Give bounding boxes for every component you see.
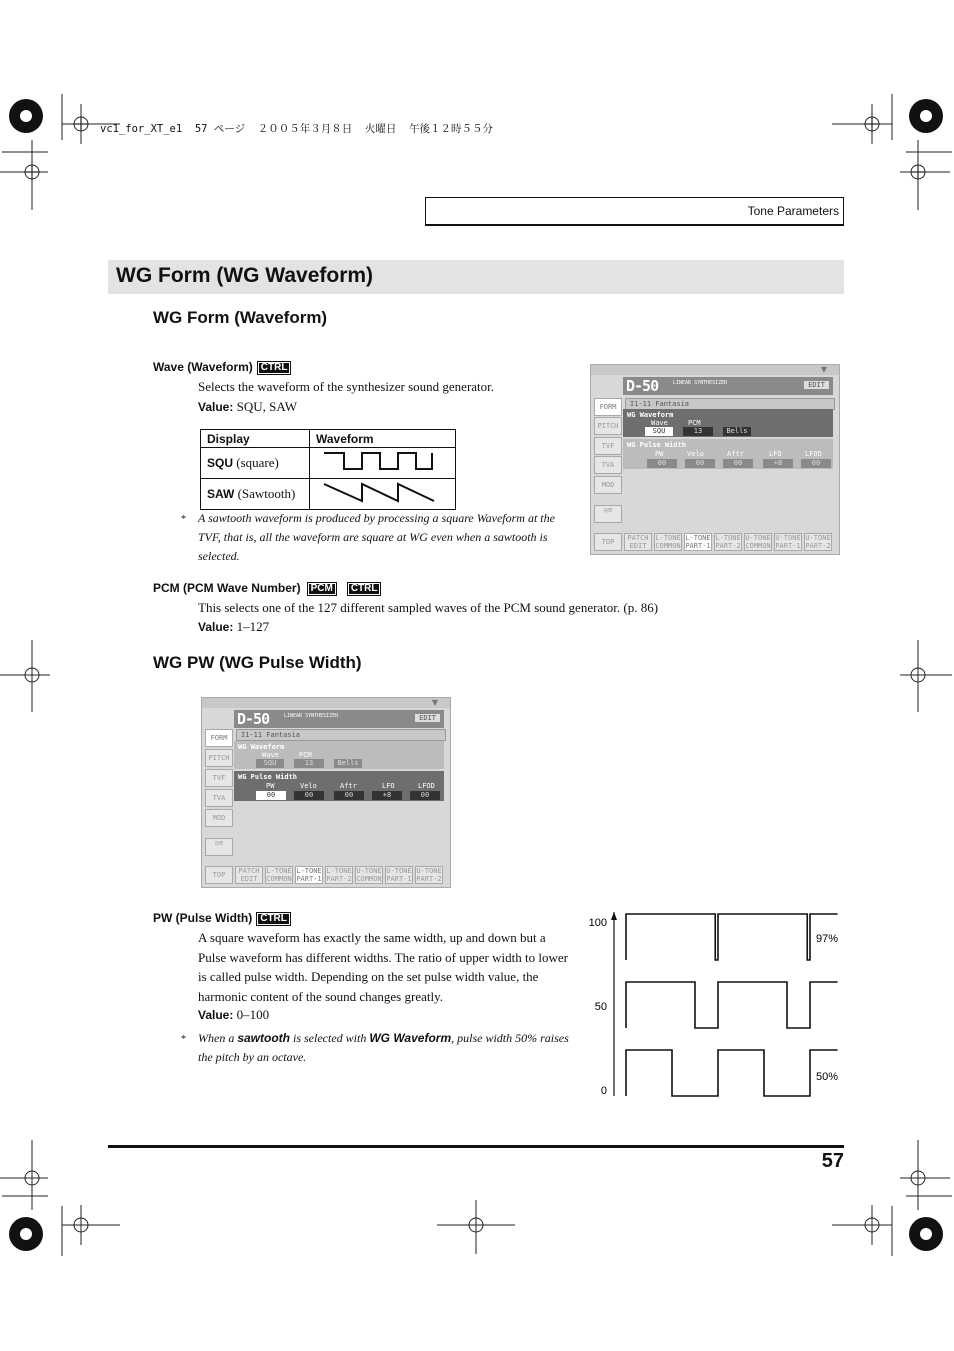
synth-subtitle: LINEAR SYNTHESIZER [284,713,339,719]
pcm-field[interactable]: 13 [294,759,324,768]
info-icon[interactable]: ◎≡ [205,838,233,856]
pw-heading: WG Pulse Width [238,773,298,781]
pulse-width-label: 50% [816,1071,839,1083]
table-header-display: Display [201,430,310,448]
y-tick-label: 0 [600,1085,607,1097]
table-cell-display [201,479,310,510]
pw-label: PW [655,450,664,458]
pcm-field-label: PCM [299,751,312,759]
y-axis-arrow [611,912,617,920]
print-header: vc1_for_XT_e1 57 ページ ２００５年３月８日 火曜日 午後１２時５５分 [100,123,494,135]
value-label: Value: [198,620,234,634]
pw-label: PW [266,782,275,790]
tab-u-tone-common[interactable]: U-TONE COMMON [356,867,382,883]
tab-mod[interactable]: MOD [594,476,622,494]
param-wave-label: Wave (Waveform) [153,360,253,374]
param-pcm-label: PCM (PCM Wave Number) [153,581,301,595]
tab-pitch[interactable]: PITCH [594,417,622,435]
wave-field-label: Wave [262,751,279,759]
synth-logo: D-50 [237,710,270,728]
tab-tvf[interactable]: TVF [594,437,622,455]
wave-field[interactable]: SQU [645,427,673,436]
ctrl-badge: CTRL [347,582,382,596]
wave-desc-squ: (square) [236,455,279,470]
screen-header [234,710,444,728]
param-wave [153,360,291,375]
square-wave-icon [310,448,448,474]
table-row [201,479,456,510]
table-header-waveform: Waveform [310,430,456,448]
pulse-width-panel [234,771,444,801]
tab-tva[interactable]: TVA [594,456,622,474]
ctrl-badge: CTRL [257,361,292,375]
wave-code-saw: SAW [207,487,235,501]
synth-screen-pulse-width [201,697,451,888]
lfo-label: LFO [769,450,782,458]
section-title-wg-form: WG Form (Waveform) [153,308,328,327]
pw-value-text: 0–100 [236,1007,270,1022]
wave-value-text: SQU, SAW [236,399,297,414]
tab-l-tone-common[interactable]: L-TONE COMMON [655,534,681,550]
wave-code-squ: SQU [207,456,234,470]
patch-name: I1-11 Fantasia [625,398,835,410]
dropdown-arrow-icon[interactable]: ▼ [820,365,827,374]
wave-field-label: Wave [651,419,668,427]
pcm-field-label: PCM [688,419,701,427]
tab-u-tone-part-2[interactable]: U-TONE PART-2 [805,534,831,550]
footer-rule [108,1145,844,1148]
wave-desc-saw: (Sawtooth) [237,486,296,501]
table-cell-waveform [310,479,456,510]
param-pcm [153,581,381,596]
waveform-heading: WG Waveform [238,743,285,751]
pw-field[interactable]: 00 [647,459,677,468]
screen-header [623,377,833,395]
param-pw-label: PW (Pulse Width) [153,911,253,925]
tab-tva[interactable]: TVA [205,789,233,807]
pulse-width-label: 97% [816,933,839,945]
tab-form[interactable]: FORM [594,398,622,416]
aftr-label: Aftr [727,450,744,458]
dropdown-arrow-icon[interactable]: ▼ [431,698,438,707]
y-tick-label: 50 [594,1001,607,1013]
lfod-field[interactable]: 00 [801,459,831,468]
chapter-title: WG Form (WG Waveform) [116,264,374,287]
pulse-width-panel [623,439,833,469]
tab-tvf[interactable]: TVF [205,769,233,787]
tab-mod[interactable]: MOD [205,809,233,827]
pw-field[interactable]: 00 [256,791,286,800]
pw-value [198,1005,269,1026]
patch-name: I1-11 Fantasia [236,729,446,741]
tab-l-tone-part-1[interactable]: L-TONE PART-1 [296,867,322,883]
tab-l-tone-part-2[interactable]: L-TONE PART-2 [715,534,741,550]
tab-pitch[interactable]: PITCH [205,749,233,767]
pw-heading: WG Pulse Width [627,441,687,449]
tab-l-tone-common[interactable]: L-TONE COMMON [266,867,292,883]
ctrl-badge: CTRL [256,912,291,926]
sawtooth-wave-icon [310,479,448,505]
pcm-value-text: 1–127 [236,619,270,634]
lfo-field[interactable]: +8 [763,459,793,468]
tab-u-tone-part-1[interactable]: U-TONE PART-1 [386,867,412,883]
note-text: , pulse width 50% raises the pitch by an octave. [198,1031,569,1064]
wave-value [198,397,297,418]
pcm-badge: PCM [307,582,337,596]
synth-subtitle: LINEAR SYNTHESIZER [673,380,728,386]
chapter-title-bar [108,260,844,294]
wave-desc: Selects the waveform of the synthesizer sound generator. [198,379,495,394]
section-title-wg-pw: WG PW (WG Pulse Width) [153,653,362,672]
synth-logo: D-50 [626,377,659,395]
tab-u-tone-common[interactable]: U-TONE COMMON [745,534,771,550]
lfod-field[interactable]: 00 [410,791,440,800]
note-mark: * [181,514,186,525]
velo-field[interactable]: 00 [685,459,715,468]
lfod-label: LFOD [805,450,822,458]
tab-top[interactable]: TOP [205,866,233,884]
screen-top-bar [591,365,839,375]
pulse-wave-series [626,1050,838,1096]
value-label: Value: [198,1008,234,1022]
wave-field[interactable]: SQU [256,759,284,768]
tab-patch-edit[interactable]: PATCH EDIT [624,533,652,551]
value-label: Value: [198,400,234,414]
velo-label: Velo [687,450,704,458]
running-header [425,197,844,226]
param-pw [153,911,291,926]
waveform-table [200,429,456,510]
pw-note [198,1029,570,1067]
aftr-field[interactable]: 00 [723,459,753,468]
pcm-value [198,617,269,638]
note-text: When a [198,1031,238,1045]
pcm-desc: This selects one of the 127 different sampled waves of the PCM sound generator. (p. 86) [198,600,659,615]
tab-top[interactable]: TOP [594,533,622,551]
page-number: 57 [821,1150,844,1172]
pulse-wave-series [626,914,838,960]
waveform-panel [234,741,444,769]
tab-u-tone-part-1[interactable]: U-TONE PART-1 [775,534,801,550]
aftr-field[interactable]: 00 [334,791,364,800]
pcm-field[interactable]: 13 [683,427,713,436]
pulse-width-diagram [586,908,846,1098]
y-tick-label: 100 [588,917,607,929]
wave-note: A sawtooth waveform is produced by processing a square Waveform at the TVF, that is, all the waveform are square at WG even when a sawtooth is selected. [198,511,555,563]
note-emphasis-sawtooth: sawtooth [237,1031,290,1045]
note-emphasis-wg-waveform: WG Waveform [369,1031,452,1045]
table-cell-display [201,448,310,479]
note-mark: * [181,1034,186,1045]
table-cell-waveform [310,448,456,479]
tab-form[interactable]: FORM [205,729,233,747]
screen-top-bar [202,698,450,708]
lfo-label: LFO [382,782,395,790]
tab-patch-edit[interactable]: PATCH EDIT [235,866,263,884]
pcm-name-field: Bells [334,759,362,768]
synth-screen-waveform [590,364,840,555]
lfo-field[interactable]: +8 [372,791,402,800]
tab-l-tone-part-2[interactable]: L-TONE PART-2 [326,867,352,883]
info-icon[interactable]: ◎≡ [594,505,622,523]
pw-desc: A square waveform has exactly the same width, up and down but a Pulse waveform has different widths. The ratio of upper width to lower is called pulse width. Depending on the set pulse width value, the harmonic content of the sound changes greatly. [198,930,568,1004]
pulse-wave-series [626,982,838,1028]
note-text: is selected with [290,1031,370,1045]
edit-button[interactable]: EDIT [804,381,829,389]
tab-l-tone-part-1[interactable]: L-TONE PART-1 [685,534,711,550]
tab-u-tone-part-2[interactable]: U-TONE PART-2 [416,867,442,883]
waveform-panel [623,409,833,437]
table-row [201,448,456,479]
velo-label: Velo [300,782,317,790]
waveform-heading: WG Waveform [627,411,674,419]
aftr-label: Aftr [340,782,357,790]
pcm-name-field: Bells [723,427,751,436]
table-header-row [201,430,456,448]
running-header-label: Tone Parameters [747,204,839,218]
edit-button[interactable]: EDIT [415,714,440,722]
lfod-label: LFOD [418,782,435,790]
velo-field[interactable]: 00 [294,791,324,800]
